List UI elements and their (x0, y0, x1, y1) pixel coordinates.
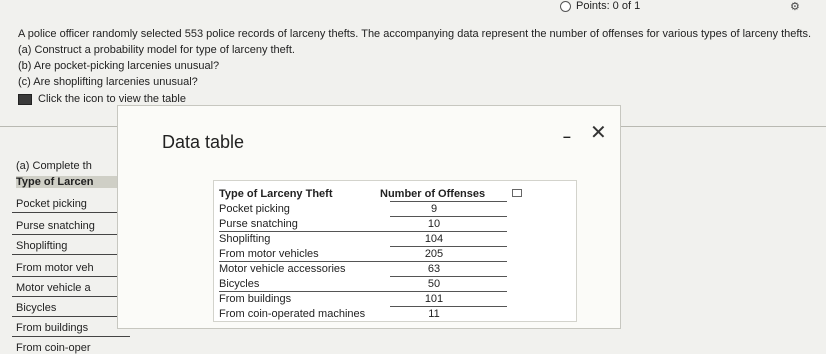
column-header-offenses: Number of Offenses (380, 188, 486, 200)
part-a-prompt: (a) Complete th (16, 160, 92, 172)
table-icon[interactable] (18, 94, 32, 105)
close-button[interactable]: ✕ (590, 122, 607, 144)
table-row (219, 233, 507, 246)
points-text: Points: 0 of 1 (576, 0, 641, 12)
cell-type: From coin-operated machines (219, 308, 366, 320)
row-divider (219, 261, 507, 262)
cell-type: Bicycles (219, 278, 260, 290)
left-row-8: From coin-oper (16, 342, 91, 354)
row-divider (12, 336, 130, 337)
table-row (219, 278, 507, 291)
cell-value: 9 (430, 203, 438, 215)
row-divider (12, 316, 130, 317)
left-row-5: Motor vehicle a (16, 282, 91, 294)
row-divider (390, 306, 507, 307)
left-row-1: Pocket picking (16, 198, 87, 210)
cell-value: 11 (428, 308, 440, 320)
row-divider (390, 276, 507, 277)
row-divider (12, 296, 130, 297)
table-row (219, 203, 507, 216)
left-row-2: Purse snatching (16, 220, 95, 232)
cell-type: Purse snatching (219, 218, 298, 230)
dialog-title: Data table (162, 132, 245, 152)
question-part-b: (b) Are pocket-picking larcenies unusual? (18, 60, 220, 72)
gear-icon[interactable]: ⚙ (790, 1, 800, 13)
question-part-a: (a) Construct a probability model for type of larceny theft. (18, 44, 295, 56)
cell-value: 10 (427, 218, 441, 230)
row-divider (219, 291, 507, 292)
row-divider (12, 234, 130, 235)
row-divider (219, 231, 507, 232)
data-table-dialog (117, 105, 621, 329)
status-circle-icon (560, 1, 571, 12)
data-table (213, 180, 577, 322)
copy-icon[interactable] (512, 189, 522, 197)
question-part-c: (c) Are shoplifting larcenies unusual? (18, 76, 198, 88)
view-table-link[interactable] (18, 93, 186, 105)
cell-type: From buildings (219, 293, 292, 305)
left-row-6: Bicycles (16, 302, 57, 314)
left-table-header: Type of Larcen (16, 176, 126, 188)
column-header-type: Type of Larceny Theft (219, 188, 333, 200)
row-divider (12, 212, 130, 213)
cell-type: Pocket picking (219, 203, 290, 215)
cell-value: 205 (424, 248, 444, 260)
minimize-button[interactable]: – (563, 128, 571, 144)
table-row (219, 263, 507, 276)
cell-value: 63 (427, 263, 441, 275)
cell-type: Shoplifting (219, 233, 271, 245)
row-divider (390, 216, 507, 217)
left-row-7: From buildings (16, 322, 89, 334)
points-indicator (560, 0, 640, 12)
row-divider (390, 201, 507, 202)
question-intro: A police officer randomly selected 553 police records of larceny thefts. The accompanying data represent the number of offenses for various types of larceny thefts. (18, 28, 812, 40)
row-divider (390, 246, 507, 247)
top-bar (0, 0, 826, 12)
left-row-3: Shoplifting (16, 240, 68, 252)
cell-value: 104 (424, 233, 444, 245)
left-row-4: From motor veh (16, 262, 94, 274)
table-row (219, 293, 507, 306)
cell-value: 50 (427, 278, 441, 290)
cell-type: Motor vehicle accessories (219, 263, 346, 275)
table-row (219, 218, 507, 231)
cell-value: 101 (424, 293, 444, 305)
row-divider (12, 276, 130, 277)
table-row (219, 248, 507, 261)
view-table-text: Click the icon to view the table (38, 93, 186, 105)
table-row (219, 308, 507, 321)
row-divider (12, 254, 130, 255)
cell-type: From motor vehicles (219, 248, 319, 260)
